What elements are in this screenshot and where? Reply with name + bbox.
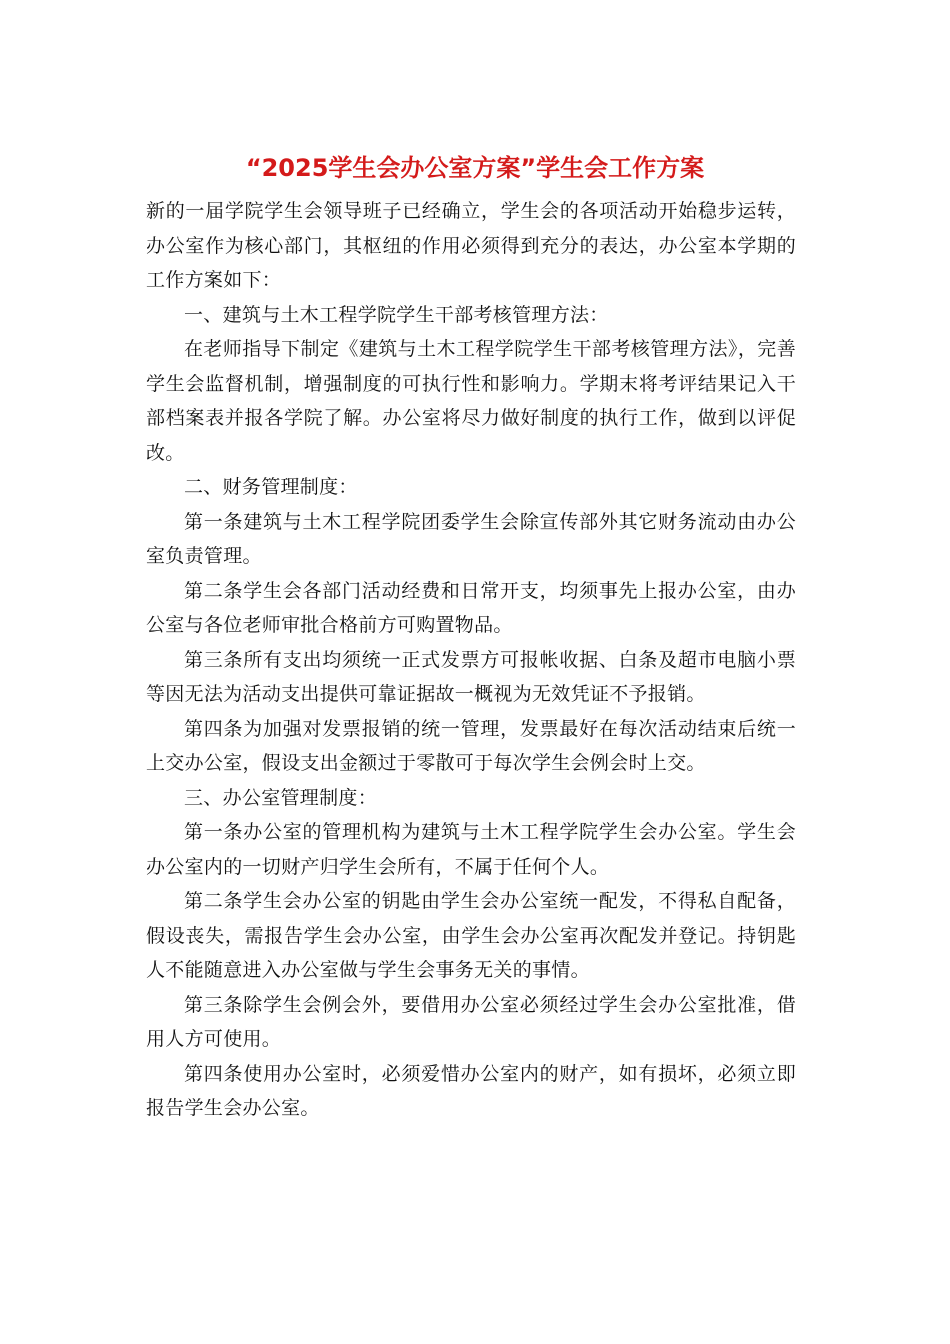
section-1-paragraph: 在老师指导下制定《建筑与土木工程学院学生干部考核管理方法》，完善学生会监督机制，增强制度的可执行性和影响力。学期末将考评结果记入干部档案表并报各学院了解。办公室将尽力做好制度的执行工作，做到以评促改。 [146, 338, 796, 464]
section-heading-1: 一、建筑与土木工程学院学生干部考核管理方法： [184, 303, 609, 326]
section-heading-3: 三、办公室管理制度： [184, 786, 378, 809]
office-article-1: 第一条办公室的管理机构为建筑与土木工程学院学生会办公室。学生会办公室内的一切财产归学生会所有，不属于任何个人。 [146, 821, 796, 878]
finance-article-1: 第一条建筑与土木工程学院团委学生会除宣传部外其它财务流动由办公室负责管理。 [146, 510, 796, 567]
finance-article-4: 第四条为加强对发票报销的统一管理，发票最好在每次活动结束后统一上交办公室，假设支出金额过于零散可于每次学生会例会时上交。 [146, 717, 796, 774]
document-title: “2025学生会办公室方案”学生会工作方案 [245, 154, 705, 182]
document-body [146, 194, 796, 1126]
finance-article-2: 第二条学生会各部门活动经费和日常开支，均须事先上报办公室，由办公室与各位老师审批合格前方可购置物品。 [146, 579, 796, 636]
office-article-2: 第二条学生会办公室的钥匙由学生会办公室统一配发，不得私自配备，假设丧失，需报告学生会办公室，由学生会办公室再次配发并登记。持钥匙人不能随意进入办公室做与学生会事务无关的事情。 [146, 890, 796, 981]
finance-article-3: 第三条所有支出均须统一正式发票方可报帐收据、白条及超市电脑小票等因无法为活动支出提供可靠证据故一概视为无效凭证不予报销。 [146, 648, 796, 705]
intro-paragraph: 新的一届学院学生会领导班子已经确立，学生会的各项活动开始稳步运转，办公室作为核心部门，其枢纽的作用必须得到充分的表达，办公室本学期的工作方案如下： [146, 200, 796, 291]
office-article-4: 第四条使用办公室时，必须爱惜办公室内的财产，如有损坏，必须立即报告学生会办公室。 [146, 1062, 796, 1119]
office-article-3: 第三条除学生会例会外，要借用办公室必须经过学生会办公室批准，借用人方可使用。 [146, 993, 796, 1050]
section-heading-2: 二、财务管理制度： [184, 476, 358, 498]
